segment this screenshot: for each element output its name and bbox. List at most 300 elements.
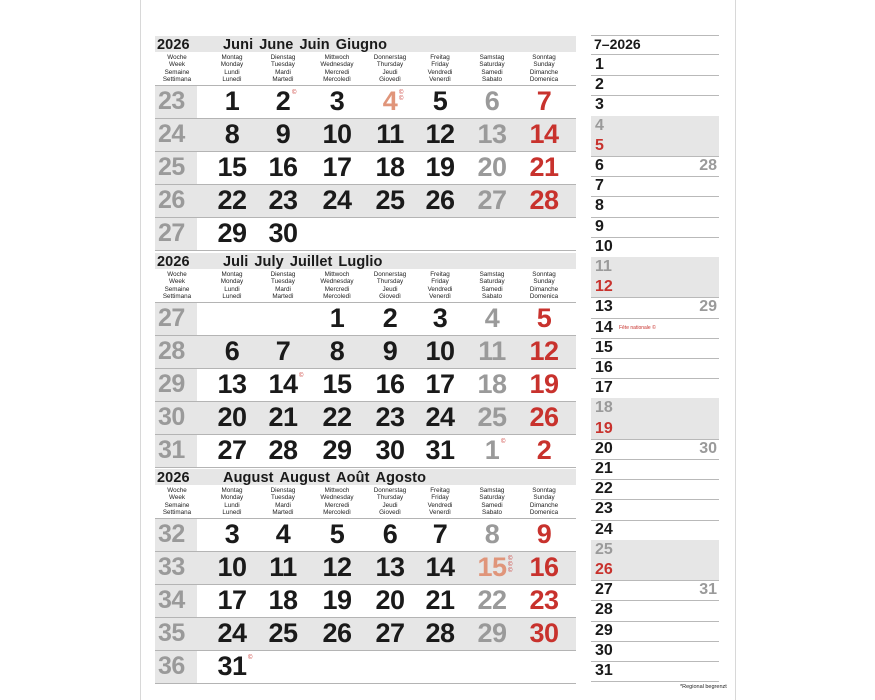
- day-number: 20: [217, 402, 247, 432]
- day-number: 23: [268, 185, 298, 215]
- list-day-row: [591, 358, 719, 378]
- header-line: Friday: [431, 278, 449, 286]
- header-line: Dimanche: [529, 285, 559, 293]
- day-number: 21: [529, 152, 559, 182]
- weekday-header: [413, 271, 467, 301]
- day-number: 15: [322, 369, 352, 399]
- header-line: Sabato: [482, 293, 502, 301]
- day-number: 11: [269, 552, 297, 582]
- day-number: 13: [217, 369, 247, 399]
- month-name: June: [259, 37, 294, 53]
- day-number: 30: [268, 218, 298, 248]
- list-day-number: 19: [595, 419, 613, 437]
- week-number: 25: [158, 153, 185, 181]
- day-number: 3: [224, 519, 240, 549]
- list-day-row: [591, 378, 719, 398]
- day-number: 16: [529, 552, 559, 582]
- header-line: Woche: [167, 54, 187, 61]
- header-line: Sabato: [482, 76, 502, 84]
- week-number: 32: [158, 520, 185, 548]
- day-number: 6: [382, 519, 398, 549]
- list-day-number: 7: [595, 177, 604, 195]
- day-number: 4: [382, 86, 398, 116]
- header-line: Giovedì: [379, 76, 401, 84]
- list-day-number: 28: [595, 601, 613, 619]
- header-line: Week: [169, 278, 185, 286]
- day-number: 22: [217, 185, 247, 215]
- day-number: 28: [268, 435, 298, 465]
- month-year: 2026: [157, 254, 190, 270]
- day-number: 13: [477, 119, 507, 149]
- header-line: Mercoledì: [323, 76, 351, 84]
- week-number: 36: [158, 652, 185, 680]
- header-line: Venerdì: [429, 509, 451, 517]
- day-number: 27: [375, 618, 405, 648]
- list-week-number: 29: [699, 298, 717, 316]
- header-line: Vendredi: [427, 501, 453, 509]
- header-line: Settimana: [162, 76, 192, 84]
- list-day-row: [591, 459, 719, 479]
- day-number: 15: [217, 152, 247, 182]
- header-line: Semaine: [164, 285, 190, 293]
- week-number: 30: [158, 403, 185, 431]
- day-number: 9: [275, 119, 291, 149]
- list-day-number: 17: [595, 379, 613, 397]
- header-line: Vendredi: [427, 285, 453, 293]
- day-number: 27: [217, 435, 247, 465]
- list-day-row: [591, 297, 719, 317]
- list-day-row: [591, 520, 719, 540]
- list-day-number: 20: [595, 439, 613, 457]
- header-line: Sunday: [533, 278, 555, 286]
- list-day-row: [591, 156, 719, 176]
- list-day-row: [591, 196, 719, 216]
- month-name: Juni: [223, 37, 254, 53]
- header-line: Thursday: [376, 61, 404, 69]
- day-number: 21: [425, 585, 455, 615]
- day-number: 9: [382, 336, 398, 366]
- day-number: 1: [224, 86, 240, 116]
- footnote: *Regional begrenzt: [680, 684, 727, 690]
- list-line: [591, 681, 719, 682]
- weekday-header-week: [157, 487, 197, 517]
- header-line: Mercoledì: [323, 509, 351, 517]
- day-number: 3: [329, 86, 345, 116]
- header-line: Woche: [167, 487, 187, 494]
- header-line: Week: [169, 61, 185, 69]
- grid-line: [155, 467, 576, 468]
- week-number: 23: [158, 87, 185, 115]
- header-line: Samstag: [479, 54, 505, 61]
- grid-line: [155, 250, 576, 251]
- week-number: 27: [158, 219, 185, 247]
- header-line: Giovedì: [379, 293, 401, 301]
- week-number: 34: [158, 586, 185, 614]
- day-number: 3: [432, 303, 448, 333]
- week-number: 26: [158, 186, 185, 214]
- list-day-number: 6: [595, 157, 604, 174]
- list-day-row: [591, 277, 719, 297]
- header-line: Jeudi: [382, 68, 398, 76]
- header-line: Monday: [220, 494, 244, 502]
- list-day-number: 22: [595, 480, 613, 498]
- header-line: Donnerstag: [373, 54, 407, 61]
- day-number: 12: [529, 336, 559, 366]
- day-number: 20: [477, 152, 507, 182]
- header-line: Mercoledì: [323, 293, 351, 301]
- header-line: Wednesday: [320, 278, 354, 286]
- month-name: Juin: [299, 37, 330, 53]
- list-line: [591, 35, 719, 36]
- day-number: 2: [382, 303, 398, 333]
- header-line: Sunday: [533, 61, 555, 69]
- day-number: 5: [432, 86, 448, 116]
- day-number: 19: [425, 152, 455, 182]
- header-line: Wednesday: [320, 494, 354, 502]
- holiday-note: Fête nationale ©: [619, 324, 656, 331]
- header-line: Lundi: [224, 501, 240, 509]
- weekday-header: [363, 54, 417, 84]
- day-number: 26: [529, 402, 559, 432]
- day-number: 24: [425, 402, 455, 432]
- holiday-marker: ©: [292, 90, 297, 96]
- day-number: 17: [217, 585, 247, 615]
- holiday-marker: ©: [501, 439, 506, 445]
- day-number: 23: [529, 585, 559, 615]
- weekday-header: [310, 271, 364, 301]
- holiday-marker: ©: [248, 655, 253, 661]
- month-title: [157, 254, 389, 270]
- list-day-number: 10: [595, 237, 613, 255]
- list-day-row: [591, 439, 719, 459]
- list-day-row: [591, 55, 719, 75]
- header-line: Week: [169, 494, 185, 502]
- list-day-row: [591, 257, 719, 277]
- header-line: Thursday: [376, 278, 404, 286]
- weekday-header: [310, 54, 364, 84]
- day-number: 24: [322, 185, 352, 215]
- header-line: Semaine: [164, 68, 190, 76]
- header-line: Martedì: [272, 509, 294, 517]
- day-number: 29: [322, 435, 352, 465]
- header-line: Dimanche: [529, 501, 559, 509]
- weekday-header: [205, 271, 259, 301]
- day-number: 1: [484, 435, 500, 465]
- day-number: 18: [268, 585, 298, 615]
- header-line: Lunedì: [222, 293, 242, 301]
- day-number: 18: [477, 369, 507, 399]
- list-day-number: 29: [595, 621, 613, 639]
- header-line: Mardi: [275, 68, 291, 76]
- day-number: 12: [322, 552, 352, 582]
- header-line: Mardi: [275, 285, 291, 293]
- day-number: 10: [322, 119, 352, 149]
- weekday-header: [310, 487, 364, 517]
- month-name: July: [254, 254, 284, 270]
- header-line: Dimanche: [529, 68, 559, 76]
- day-number: 6: [484, 86, 500, 116]
- header-line: Samedi: [481, 68, 503, 76]
- list-day-row: [591, 540, 719, 560]
- header-line: Sabato: [482, 509, 502, 517]
- header-line: Giovedì: [379, 509, 401, 517]
- weekday-header: [205, 487, 259, 517]
- day-number: 14: [268, 369, 298, 399]
- list-day-number: 8: [595, 197, 604, 215]
- list-day-number: 27: [595, 581, 613, 599]
- header-line: Samstag: [479, 271, 505, 278]
- weekday-header: [205, 54, 259, 84]
- day-number: 16: [268, 152, 298, 182]
- day-number: 21: [268, 402, 298, 432]
- header-line: Woche: [167, 271, 187, 278]
- header-line: Monday: [220, 278, 244, 286]
- month-title: [157, 470, 432, 486]
- day-number: 31: [217, 651, 247, 681]
- weekday-header-week: [157, 54, 197, 84]
- header-line: Dienstag: [270, 54, 296, 61]
- grid-line: [155, 683, 576, 684]
- day-number: 20: [375, 585, 405, 615]
- header-line: Freitag: [430, 487, 450, 494]
- list-day-number: 23: [595, 500, 613, 518]
- list-day-number: 4: [595, 116, 604, 134]
- list-day-row: [591, 75, 719, 95]
- weekday-header: [465, 487, 519, 517]
- weekday-header: [517, 271, 571, 301]
- list-day-number: 3: [595, 96, 604, 114]
- header-line: Tuesday: [271, 278, 295, 286]
- header-line: Tuesday: [271, 494, 295, 502]
- list-week-number: 31: [699, 581, 717, 599]
- weekday-header: [363, 271, 417, 301]
- day-number: 15: [477, 552, 507, 582]
- day-number: 17: [322, 152, 352, 182]
- list-day-number: 18: [595, 399, 613, 417]
- header-line: Lundi: [224, 68, 240, 76]
- day-number: 26: [425, 185, 455, 215]
- weekday-header-week: [157, 271, 197, 301]
- header-line: Jeudi: [382, 285, 398, 293]
- header-line: Donnerstag: [373, 487, 407, 494]
- header-line: Domenica: [529, 293, 559, 301]
- header-line: Saturday: [479, 61, 505, 69]
- day-number: 16: [375, 369, 405, 399]
- week-number: 24: [158, 120, 185, 148]
- day-number: 22: [322, 402, 352, 432]
- holiday-marker: © ©: [399, 90, 404, 102]
- month-name: Juillet: [289, 254, 333, 270]
- list-day-row: [591, 338, 719, 358]
- header-line: Montag: [221, 54, 243, 61]
- header-line: Dienstag: [270, 271, 296, 278]
- header-line: Martedì: [272, 293, 294, 301]
- day-number: 25: [375, 185, 405, 215]
- day-number: 6: [224, 336, 240, 366]
- header-line: Freitag: [430, 54, 450, 61]
- day-number: 11: [376, 119, 404, 149]
- list-day-row: [591, 237, 719, 257]
- day-number: 30: [529, 618, 559, 648]
- list-day-row: [591, 560, 719, 580]
- header-line: Saturday: [479, 494, 505, 502]
- header-line: Monday: [220, 61, 244, 69]
- header-line: Sonntag: [532, 54, 556, 61]
- day-number: 10: [425, 336, 455, 366]
- day-number: 2: [275, 86, 291, 116]
- header-line: Lundi: [224, 285, 240, 293]
- list-day-number: 24: [595, 520, 613, 538]
- list-day-row: [591, 116, 719, 136]
- week-number: 27: [158, 304, 185, 332]
- list-day-row: [591, 621, 719, 641]
- header-line: Lunedì: [222, 509, 242, 517]
- header-line: Domenica: [529, 76, 559, 84]
- header-line: Samedi: [481, 285, 503, 293]
- header-line: Domenica: [529, 509, 559, 517]
- list-day-number: 26: [595, 561, 613, 578]
- list-week-number: 28: [699, 157, 717, 174]
- header-line: Mercredi: [324, 501, 350, 509]
- weekday-header: [256, 54, 310, 84]
- header-line: Semaine: [164, 501, 190, 509]
- list-day-row: [591, 217, 719, 237]
- list-day-number: 31: [595, 662, 613, 679]
- day-number: 29: [477, 618, 507, 648]
- day-number: 8: [224, 119, 240, 149]
- header-line: Freitag: [430, 271, 450, 278]
- header-line: Dienstag: [270, 487, 296, 494]
- weekday-header: [413, 487, 467, 517]
- month-name: Giugno: [335, 37, 388, 53]
- header-line: Sunday: [533, 494, 555, 502]
- header-line: Friday: [431, 61, 449, 69]
- list-day-row: [591, 580, 719, 600]
- header-line: Wednesday: [320, 61, 354, 69]
- list-day-row: [591, 95, 719, 115]
- day-number: 28: [425, 618, 455, 648]
- header-line: Samstag: [479, 487, 505, 494]
- day-number: 8: [329, 336, 345, 366]
- day-number: 24: [217, 618, 247, 648]
- header-line: Mardi: [275, 501, 291, 509]
- header-line: Lunedì: [222, 76, 242, 84]
- day-number: 2: [536, 435, 552, 465]
- list-day-number: 21: [595, 460, 613, 477]
- list-day-number: 9: [595, 217, 604, 235]
- week-number: 31: [158, 436, 185, 464]
- day-number: 8: [484, 519, 500, 549]
- week-number: 28: [158, 337, 185, 365]
- header-line: Venerdì: [429, 293, 451, 301]
- month-name: Luglio: [338, 254, 383, 270]
- month-year: 2026: [157, 470, 190, 486]
- month-name: Juli: [223, 254, 249, 270]
- list-day-number: 13: [595, 298, 613, 316]
- weekday-header: [256, 271, 310, 301]
- list-day-number: 5: [595, 136, 604, 154]
- weekday-header: [363, 487, 417, 517]
- header-line: Vendredi: [427, 68, 453, 76]
- day-number: 5: [329, 519, 345, 549]
- day-number: 29: [217, 218, 247, 248]
- day-number: 13: [375, 552, 405, 582]
- weekday-header: [413, 54, 467, 84]
- list-day-number: 11: [595, 258, 612, 275]
- weekday-header: [256, 487, 310, 517]
- list-day-number: 14: [595, 318, 613, 336]
- list-day-row: [591, 641, 719, 661]
- weekday-header: [465, 271, 519, 301]
- header-line: Venerdì: [429, 76, 451, 84]
- day-number: 14: [529, 119, 559, 149]
- day-number: 30: [375, 435, 405, 465]
- list-day-row: [591, 419, 719, 439]
- header-line: Friday: [431, 494, 449, 502]
- list-week-number: 30: [699, 439, 717, 457]
- day-number: 11: [478, 336, 506, 366]
- header-line: Settimana: [162, 509, 192, 517]
- list-day-row: [591, 176, 719, 196]
- list-day-number: 12: [595, 278, 613, 296]
- list-day-row: [591, 136, 719, 156]
- day-number: 1: [329, 303, 345, 333]
- list-day-row: [591, 661, 719, 681]
- day-number: 10: [217, 552, 247, 582]
- header-line: Sonntag: [532, 271, 556, 278]
- day-number: 27: [477, 185, 507, 215]
- day-number: 28: [529, 185, 559, 215]
- list-day-number: 1: [595, 56, 604, 73]
- month-name: Agosto: [375, 470, 427, 486]
- header-line: Mittwoch: [324, 487, 350, 494]
- list-day-row: [591, 398, 719, 418]
- week-number: 29: [158, 370, 185, 398]
- month-name: Août: [336, 470, 370, 486]
- list-day-row: [591, 479, 719, 499]
- header-line: Thursday: [376, 494, 404, 502]
- header-line: Martedì: [272, 76, 294, 84]
- day-number: 19: [529, 369, 559, 399]
- month-name: August: [223, 470, 274, 486]
- list-day-number: 16: [595, 359, 613, 376]
- header-line: Mittwoch: [324, 271, 350, 278]
- header-line: Mittwoch: [324, 54, 350, 61]
- holiday-marker: ©: [299, 373, 304, 379]
- day-number: 18: [375, 152, 405, 182]
- header-line: Saturday: [479, 278, 505, 286]
- month-name: August: [279, 470, 331, 486]
- day-number: 22: [477, 585, 507, 615]
- day-number: 4: [484, 303, 500, 333]
- header-line: Jeudi: [382, 501, 398, 509]
- day-number: 4: [275, 519, 291, 549]
- week-number: 33: [158, 553, 185, 581]
- list-day-row: [591, 499, 719, 519]
- day-number: 26: [322, 618, 352, 648]
- day-number: 5: [536, 303, 552, 333]
- day-number: 19: [322, 585, 352, 615]
- list-day-number: 2: [595, 76, 604, 94]
- header-line: Tuesday: [271, 61, 295, 69]
- day-number: 7: [275, 336, 291, 366]
- day-number: 14: [425, 552, 455, 582]
- day-number: 7: [432, 519, 448, 549]
- day-number: 17: [425, 369, 455, 399]
- header-line: Montag: [221, 487, 243, 494]
- header-line: Settimana: [162, 293, 192, 301]
- header-line: Donnerstag: [373, 271, 407, 278]
